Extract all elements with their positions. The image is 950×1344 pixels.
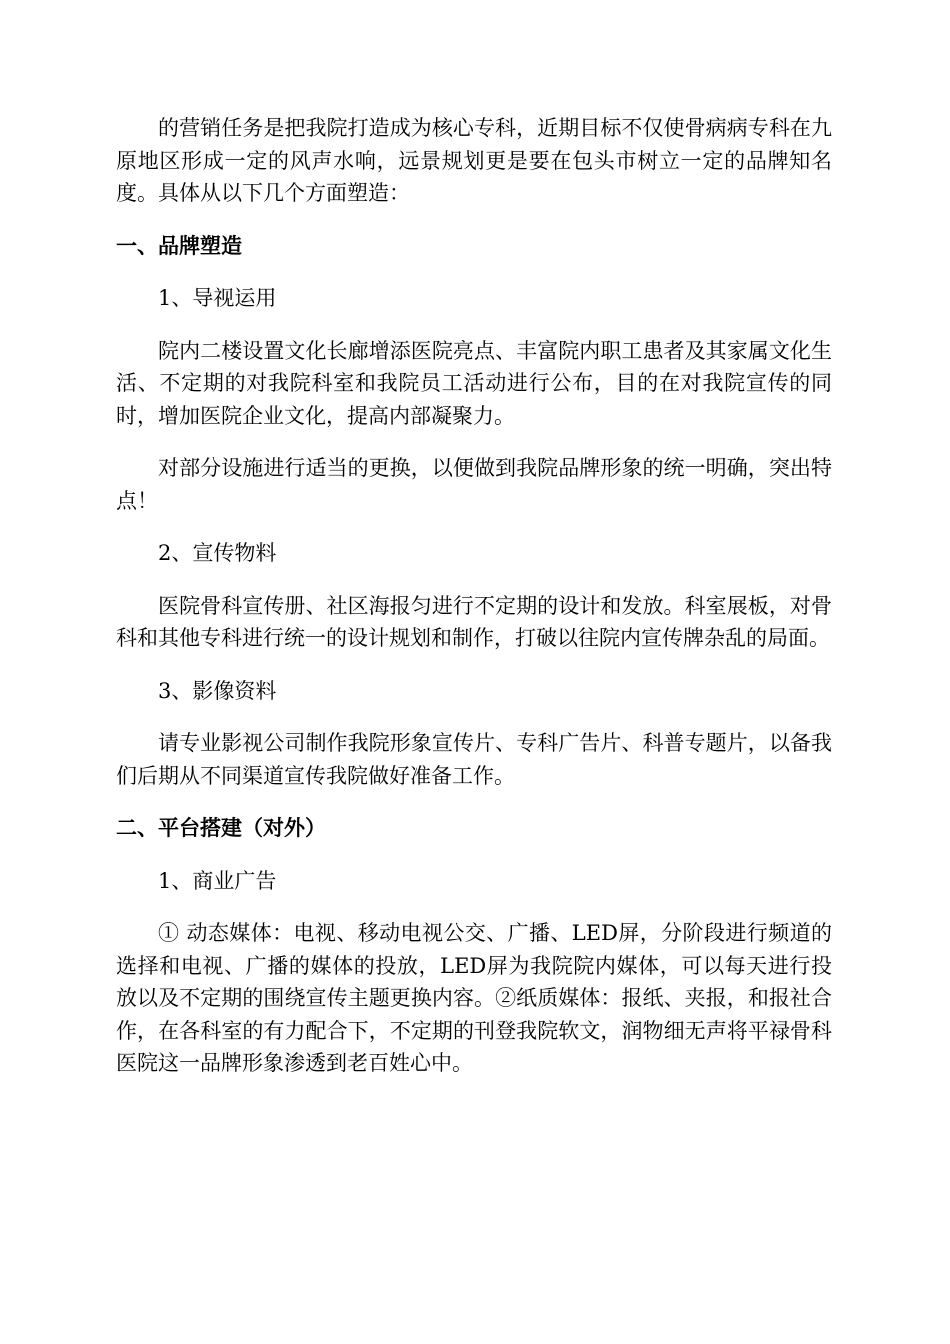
intro-paragraph: 的营销任务是把我院打造成为核心专科，近期目标不仅使骨病病专科在九原地区形成一定的风声水响，远景规划更是要在包头市树立一定的品牌知名度。具体从以下几个方面塑造： <box>116 116 832 205</box>
paragraph-video-production: 请专业影视公司制作我院形象宣传片、专科广告片、科普专题片，以备我们后期从不同渠道宣传我院做好准备工作。 <box>116 731 832 788</box>
paragraph-brochures: 医院骨科宣传册、社区海报匀进行不定期的设计和发放。科室展板，对骨科和其他专科进行统一的设计规划和制作，打破以往院内宣传牌杂乱的局面。 <box>116 593 832 650</box>
subheading-video-materials: 3、影像资料 <box>158 678 277 703</box>
document-page <box>116 112 832 1100</box>
subheading-promo-materials: 2、宣传物料 <box>158 541 277 565</box>
section-heading-platform: 二、平台搭建（对外） <box>116 816 326 840</box>
subheading-signage: 1、导视运用 <box>158 286 277 310</box>
paragraph-culture-corridor: 院内二楼设置文化长廊增添医院亮点、丰富院内职工患者及其家属文化生活、不定期的对我院科室和我院员工活动进行公布，目的在对我院宣传的同时，增加医院企业文化，提高内部凝聚力。 <box>116 338 832 428</box>
subheading-commercial-ads: 1、商业广告 <box>158 868 277 893</box>
section-heading-brand: 一、品牌塑造 <box>116 233 242 258</box>
paragraph-facility-update: 对部分设施进行适当的更换，以便做到我院品牌形象的统一明确，突出特点！ <box>116 456 832 513</box>
paragraph-media: ① 动态媒体：电视、移动电视公交、广播、LED屏，分阶段进行频道的选择和电视、广播的媒体的投放，LED屏为我院院内媒体，可以每天进行投放以及不定期的围绕宣传主题更换内容。②纸质媒体：报纸、夹报，和报社合作，在各科室的有力配合下，不定期的刊登我院软文，润物细无声将平禄骨科医院这一品牌形象渗透到老百姓心中。 <box>116 921 832 1075</box>
